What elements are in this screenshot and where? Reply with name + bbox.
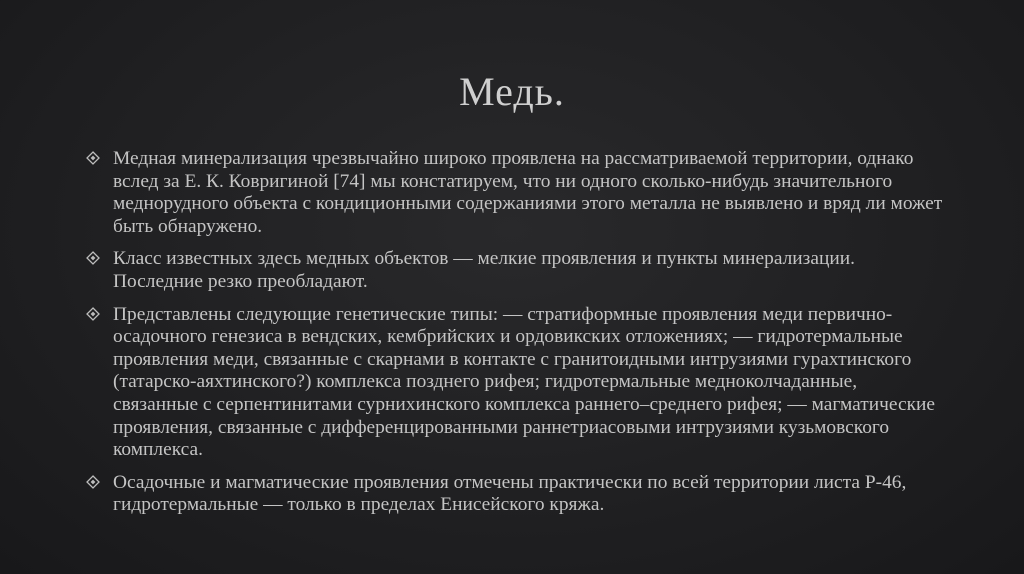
bullet-item <box>86 248 946 293</box>
bullet-text: Класс известных здесь медных объектов — мелкие проявления и пункты минерализации. Последние резко преобладают. <box>113 248 855 292</box>
diamond-bullet-icon <box>86 475 100 489</box>
diamond-bullet-icon <box>86 251 100 265</box>
bullet-list <box>86 148 946 527</box>
bullet-text: Осадочные и магматические проявления отмечены практически по всей территории листа Р-46, гидротермальные — только в пределах Енисейского кряжа. <box>113 471 907 516</box>
diamond-bullet-icon <box>86 307 100 321</box>
bullet-item <box>86 304 946 462</box>
bullet-text: Медная минерализация чрезвычайно широко проявлена на рассматриваемой территории, однако вслед за Е. К. Ковригиной [74] мы констатируем, что ни одного сколько-нибудь значительного меднорудного объекта с кондиционными содержаниями этого металла не выявлено и вряд ли может быть обнаружено. <box>113 148 943 237</box>
bullet-item <box>86 472 946 517</box>
diamond-bullet-icon <box>86 151 100 165</box>
bullet-item <box>86 148 946 238</box>
bullet-text: Представлены следующие генетические типы: — стратиформные проявления меди первично-осадочного генезиса в вендских, кембрийских и ордовикских отложениях; — гидротермальные проявления меди, связанные с скарнами в контакте с гранитоидными интрузиями гурахтинского (татарско-аяхтинского?) комплекса позднего рифея; гидротермальные медноколчаданные, связанные с серпентинитами сурнихинского комплекса раннего–среднего рифея; — магматические проявления, связанные с дифференцированными раннетриасовыми интрузиями кузьмовского комплекса. <box>113 303 935 461</box>
slide-title: Медь. <box>459 69 565 114</box>
